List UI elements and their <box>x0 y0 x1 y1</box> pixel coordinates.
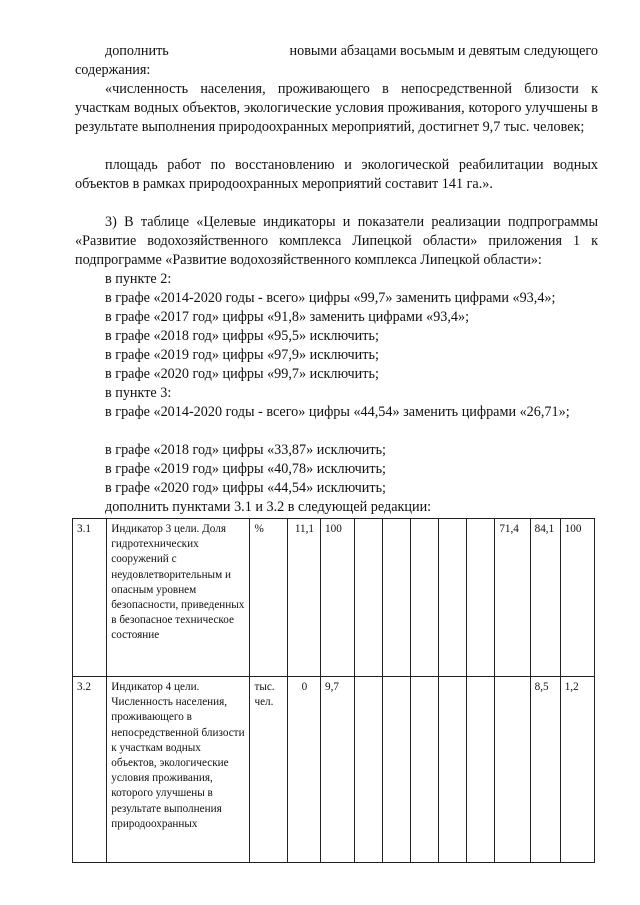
value-cell: 1,2 <box>560 677 594 863</box>
value-cell <box>467 519 495 677</box>
instruction-line: в графе «2020 год» цифры «99,7» исключить; <box>105 366 379 382</box>
value-cell <box>411 519 439 677</box>
row-number: 3.2 <box>73 677 107 863</box>
value-cell <box>439 519 467 677</box>
indicators-table <box>72 518 595 863</box>
table-row <box>73 677 595 863</box>
instruction-line: дополнить пунктами 3.1 и 3.2 в следующей редакции: <box>105 499 432 515</box>
instruction-line: в графе «2019 год» цифры «97,9» исключить; <box>105 347 379 363</box>
intro-line-1-right: новыми абзацами восьмым и девятым следующего <box>289 43 598 59</box>
unit-cell: % <box>250 519 287 677</box>
value-cell <box>355 519 383 677</box>
instruction-line: в пункте 3: <box>105 385 172 401</box>
instruction-line: в графе «2014-2020 годы - всего» цифры «99,7» заменить цифрами «93,4»; <box>105 290 556 306</box>
value-cell: 100 <box>560 519 594 677</box>
table-row <box>73 519 595 677</box>
value-cell <box>495 677 530 863</box>
value-cell <box>383 677 411 863</box>
value-cell: 84,1 <box>530 519 560 677</box>
total-value-cell: 9,7 <box>321 677 355 863</box>
value-cell <box>383 519 411 677</box>
instruction-long-line: в графе «2014-2020 годы - всего» цифры «44,54» заменить цифрами «26,71»; <box>105 404 570 420</box>
value-cell <box>355 677 383 863</box>
value-cell <box>411 677 439 863</box>
intro-line-1 <box>105 42 598 61</box>
total-value-cell: 100 <box>321 519 355 677</box>
quote-paragraph-2: площадь работ по восстановлению и экологической реабилитации водных объектов в рамках природоохранных мероприятий составит 141 га.». <box>75 157 598 193</box>
instruction-line: в пункте 2: <box>105 271 172 287</box>
unit-cell: тыс. чел. <box>250 677 287 863</box>
value-cell <box>467 677 495 863</box>
base-value-cell: 11,1 <box>287 519 320 677</box>
section-3-heading: 3) В таблице «Целевые индикаторы и показатели реализации подпрограммы «Развитие водохозяйственного комплекса Липецкой области» приложения 1 к подпрограмме «Развитие водохозяйственного комплекса Липецкой области»: <box>75 214 598 269</box>
instruction-line: в графе «2017 год» цифры «91,8» заменить цифрами «93,4»; <box>105 309 470 325</box>
value-cell: 71,4 <box>495 519 530 677</box>
quote-paragraph-1: «численность населения, проживающего в непосредственной близости к участкам водных объектов, экологические условия проживания, которого улучшены в результате выполнения природоохранных мероприятий, достигнет 9,7 тыс. человек; <box>75 81 598 136</box>
instruction-line: в графе «2019 год» цифры «40,78» исключить; <box>105 461 386 477</box>
value-cell <box>439 677 467 863</box>
instruction-line: в графе «2018 год» цифры «33,87» исключить; <box>105 442 386 458</box>
indicator-name: Индикатор 4 цели. Численность населения, проживающего в непосредственной близости к участкам водных объектов, экологические условия проживания, которого улучшены в результате выполнения природоохранных <box>107 677 250 863</box>
instruction-line: в графе «2020 год» цифры «44,54» исключить; <box>105 480 386 496</box>
value-cell: 8,5 <box>530 677 560 863</box>
row-number: 3.1 <box>73 519 107 677</box>
instruction-line: в графе «2018 год» цифры «95,5» исключить; <box>105 328 379 344</box>
intro-line-2: содержания: <box>75 62 151 78</box>
indicator-name: Индикатор 3 цели. Доля гидротехнических сооружений с неудовлетворительным и опасным уровнем безопасности, приведенных в безопасное техническое состояние <box>107 519 250 677</box>
intro-line-1-left: дополнить <box>105 43 169 59</box>
base-value-cell: 0 <box>287 677 320 863</box>
